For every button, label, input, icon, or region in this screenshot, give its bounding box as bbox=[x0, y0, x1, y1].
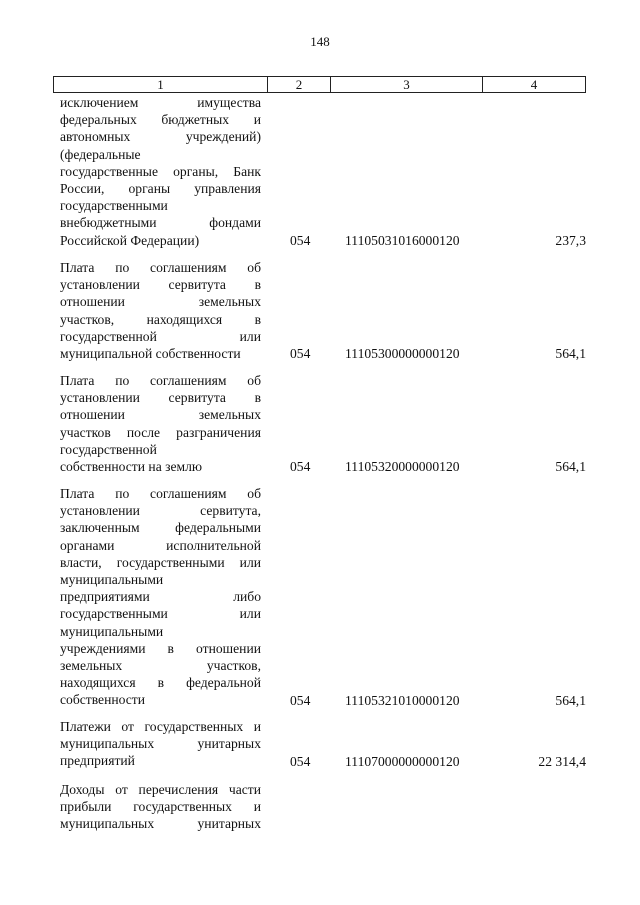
row-kbk: 11105300000000120 bbox=[345, 345, 460, 361]
row-amount: 564,1 bbox=[555, 458, 586, 474]
description-line: (федеральные bbox=[60, 146, 141, 162]
row-description bbox=[60, 718, 261, 770]
column-header-2: 2 bbox=[268, 77, 331, 92]
description-line: внебюджетными фондами bbox=[60, 215, 261, 231]
page-number: 148 bbox=[310, 34, 330, 49]
row-code: 054 bbox=[290, 345, 311, 361]
description-line: Плата по соглашениям об bbox=[60, 373, 261, 388]
row-kbk: 11105031016000120 bbox=[345, 232, 460, 248]
description-line: муниципальными bbox=[60, 623, 164, 639]
description-line: установлении сервитута, bbox=[60, 503, 261, 519]
row-description bbox=[60, 485, 261, 708]
row-kbk: 11107000000000120 bbox=[345, 753, 460, 769]
description-line: федеральных бюджетных и bbox=[60, 112, 261, 128]
description-line: учреждениями в отношении bbox=[60, 640, 261, 656]
row-code: 054 bbox=[290, 232, 311, 248]
description-line: исключением имущества bbox=[60, 95, 261, 110]
table-header-row bbox=[53, 76, 586, 93]
row-amount: 237,3 bbox=[555, 232, 586, 248]
row-kbk: 11105321010000120 bbox=[345, 692, 460, 708]
description-line: государственные органы, Банк bbox=[60, 163, 261, 179]
description-line: государственной или bbox=[60, 328, 261, 344]
table-row bbox=[60, 259, 586, 362]
description-line: собственности bbox=[60, 692, 146, 708]
description-line: отношении земельных bbox=[60, 407, 261, 423]
row-description bbox=[60, 372, 261, 475]
description-line: установлении сервитута в bbox=[60, 277, 261, 293]
description-line: предприятий bbox=[60, 753, 135, 769]
table-row bbox=[60, 485, 586, 709]
description-line: Плата по соглашениям об bbox=[60, 260, 261, 275]
row-code: 054 bbox=[290, 753, 311, 769]
description-line: муниципальных унитарных bbox=[60, 816, 261, 832]
description-line: автономных учреждений) bbox=[60, 129, 261, 145]
description-line: Российской Федерации) bbox=[60, 232, 200, 248]
description-line: государственной bbox=[60, 441, 157, 457]
description-line: муниципальными bbox=[60, 571, 164, 587]
description-line: Платежи от государственных и bbox=[60, 719, 261, 734]
description-line: России, органы управления bbox=[60, 180, 261, 196]
description-line: земельных участков, bbox=[60, 657, 261, 673]
column-header-3: 3 bbox=[331, 77, 483, 92]
row-description bbox=[60, 94, 261, 249]
description-line: Доходы от перечисления части bbox=[60, 782, 261, 797]
row-amount: 564,1 bbox=[555, 692, 586, 708]
description-line: муниципальных унитарных bbox=[60, 736, 261, 752]
description-line: установлении сервитута в bbox=[60, 390, 261, 406]
row-description bbox=[60, 781, 261, 833]
table-row bbox=[60, 718, 586, 770]
row-code: 054 bbox=[290, 692, 311, 708]
description-line: органами исполнительной bbox=[60, 537, 261, 553]
row-amount: 564,1 bbox=[555, 345, 586, 361]
description-line: власти, государственными или bbox=[60, 554, 261, 570]
row-kbk: 11105320000000120 bbox=[345, 458, 460, 474]
description-line: предприятиями либо bbox=[60, 589, 261, 605]
row-description bbox=[60, 259, 261, 362]
description-line: муниципальной собственности bbox=[60, 345, 241, 361]
description-line: Плата по соглашениям об bbox=[60, 486, 261, 501]
column-header-1: 1 bbox=[54, 77, 268, 92]
description-line: государственными bbox=[60, 198, 168, 214]
description-line: государственными или bbox=[60, 606, 261, 622]
column-header-4: 4 bbox=[530, 77, 538, 92]
description-line: прибыли государственных и bbox=[60, 799, 261, 815]
description-line: участков, находящихся в bbox=[60, 311, 261, 327]
row-amount: 22 314,4 bbox=[538, 753, 586, 769]
description-line: находящихся в федеральной bbox=[60, 675, 261, 691]
table-row bbox=[60, 372, 586, 475]
table-row bbox=[60, 781, 586, 833]
table-row bbox=[60, 94, 586, 249]
description-line: собственности на землю bbox=[60, 458, 203, 474]
description-line: заключенным федеральными bbox=[60, 520, 261, 536]
description-line: участков после разграничения bbox=[60, 424, 261, 440]
description-line: отношении земельных bbox=[60, 294, 261, 310]
row-code: 054 bbox=[290, 458, 311, 474]
